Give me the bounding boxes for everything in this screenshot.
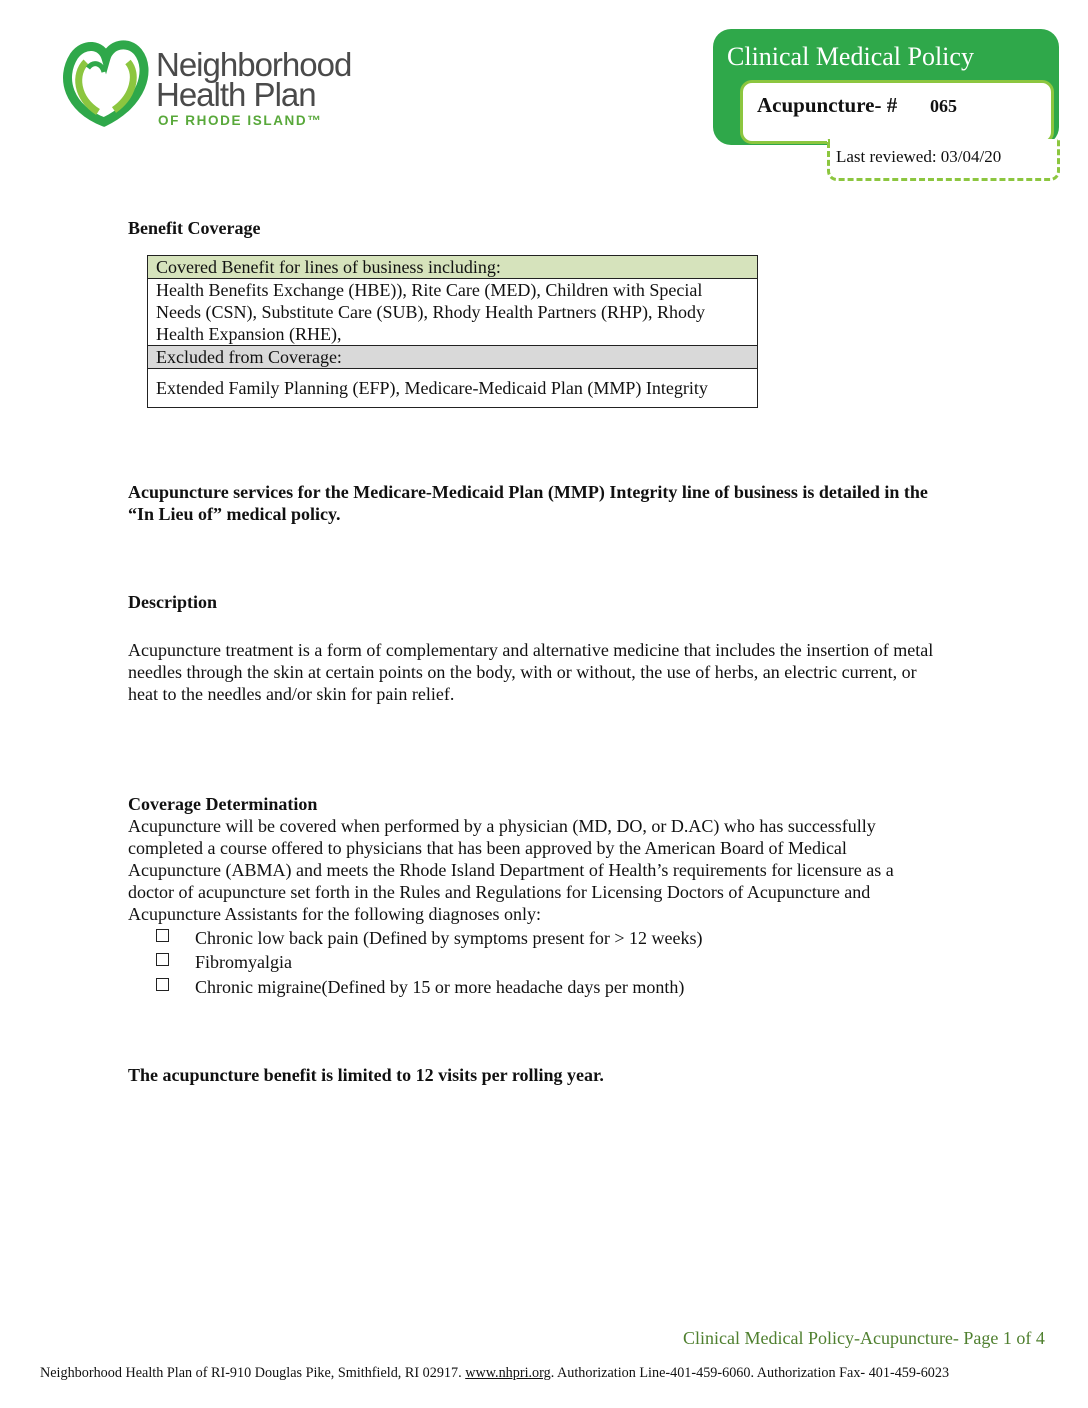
covered-lines-cell: Health Benefits Exchange (HBE)), Rite Care (MED), Children with Special Needs (CSN), Substitute Care (SUB), Rhody Health Partners (RHP), Rhody Health Expansion (RHE), [148,279,758,346]
excluded-lines-cell: Extended Family Planning (EFP), Medicare-Medicaid Plan (MMP) Integrity [148,369,758,408]
coverage-determination-text: Acupuncture will be covered when performed by a physician (MD, DO, or D.AC) who has successfully completed a course offered to physicians that has been approved by the American Board of Medical Acupuncture (ABMA) and meets the Rhode Island Department of Health’s requirements for licensure as a doctor of acupuncture set forth in the Rules and Regulations for Licensing Doctors of Acupuncture and Acupuncture Assistants for the following diagnoses only: [128,816,894,924]
mmp-note: Acupuncture services for the Medicare-Medicaid Plan (MMP) Integrity line of business is detailed in the “In Lieu of” medical policy. [128,482,928,524]
description-text: Acupuncture treatment is a form of complementary and alternative medicine that includes the insertion of metal needles through the skin at certain points on the body, with or without, the use of herbs, an electric current, or heat to the needles and/or skin for pain relief. [128,640,934,704]
logo-text-line3: OF RHODE ISLAND™ [158,113,323,128]
policy-type-title: Clinical Medical Policy [727,42,974,71]
coverage-determination-heading: Coverage Determination [128,794,318,814]
checkbox-icon [156,929,169,942]
excluded-heading-cell: Excluded from Coverage: [148,346,758,369]
table-row [148,279,758,346]
visit-limit-note: The acupuncture benefit is limited to 12 visits per rolling year. [128,1065,604,1085]
table-row [148,346,758,369]
footer-contacts: . Authorization Line-401-459-6060. Authorization Fax- 401-459-6023 [550,1365,950,1381]
diagnosis-label: Chronic migraine(Defined by 15 or more headache days per month) [195,977,685,997]
logo-text-line1: Neighborhood [156,46,352,83]
logo-text-line2: Health Plan [156,76,316,113]
list-item [156,976,684,998]
page-number-label: Clinical Medical Policy-Acupuncture- Page 1 of 4 [683,1328,1045,1348]
description-heading: Description [128,592,217,612]
list-item [156,951,292,973]
diagnosis-label: Fibromyalgia [195,952,292,972]
checkbox-icon [156,953,169,966]
footer-address: Neighborhood Health Plan of RI-910 Douglas Pike, Smithfield, RI 02917. [40,1365,462,1381]
policy-number: 065 [930,96,957,116]
page-footer [40,1364,949,1382]
list-item [156,927,703,949]
covered-heading-cell: Covered Benefit for lines of business including: [148,256,758,279]
diagnosis-label: Chronic low back pain (Defined by symptoms present for > 12 weeks) [195,928,703,948]
table-row [148,256,758,279]
checkbox-icon [156,978,169,991]
policy-name: Acupuncture- # [757,93,898,117]
coverage-table [147,255,758,408]
table-row [148,369,758,408]
benefit-coverage-heading: Benefit Coverage [128,218,261,238]
logo-mark-icon [58,38,152,130]
last-reviewed-date: Last reviewed: 03/04/20 [836,147,1002,166]
website-link[interactable]: www.nhpri.org [465,1365,551,1381]
